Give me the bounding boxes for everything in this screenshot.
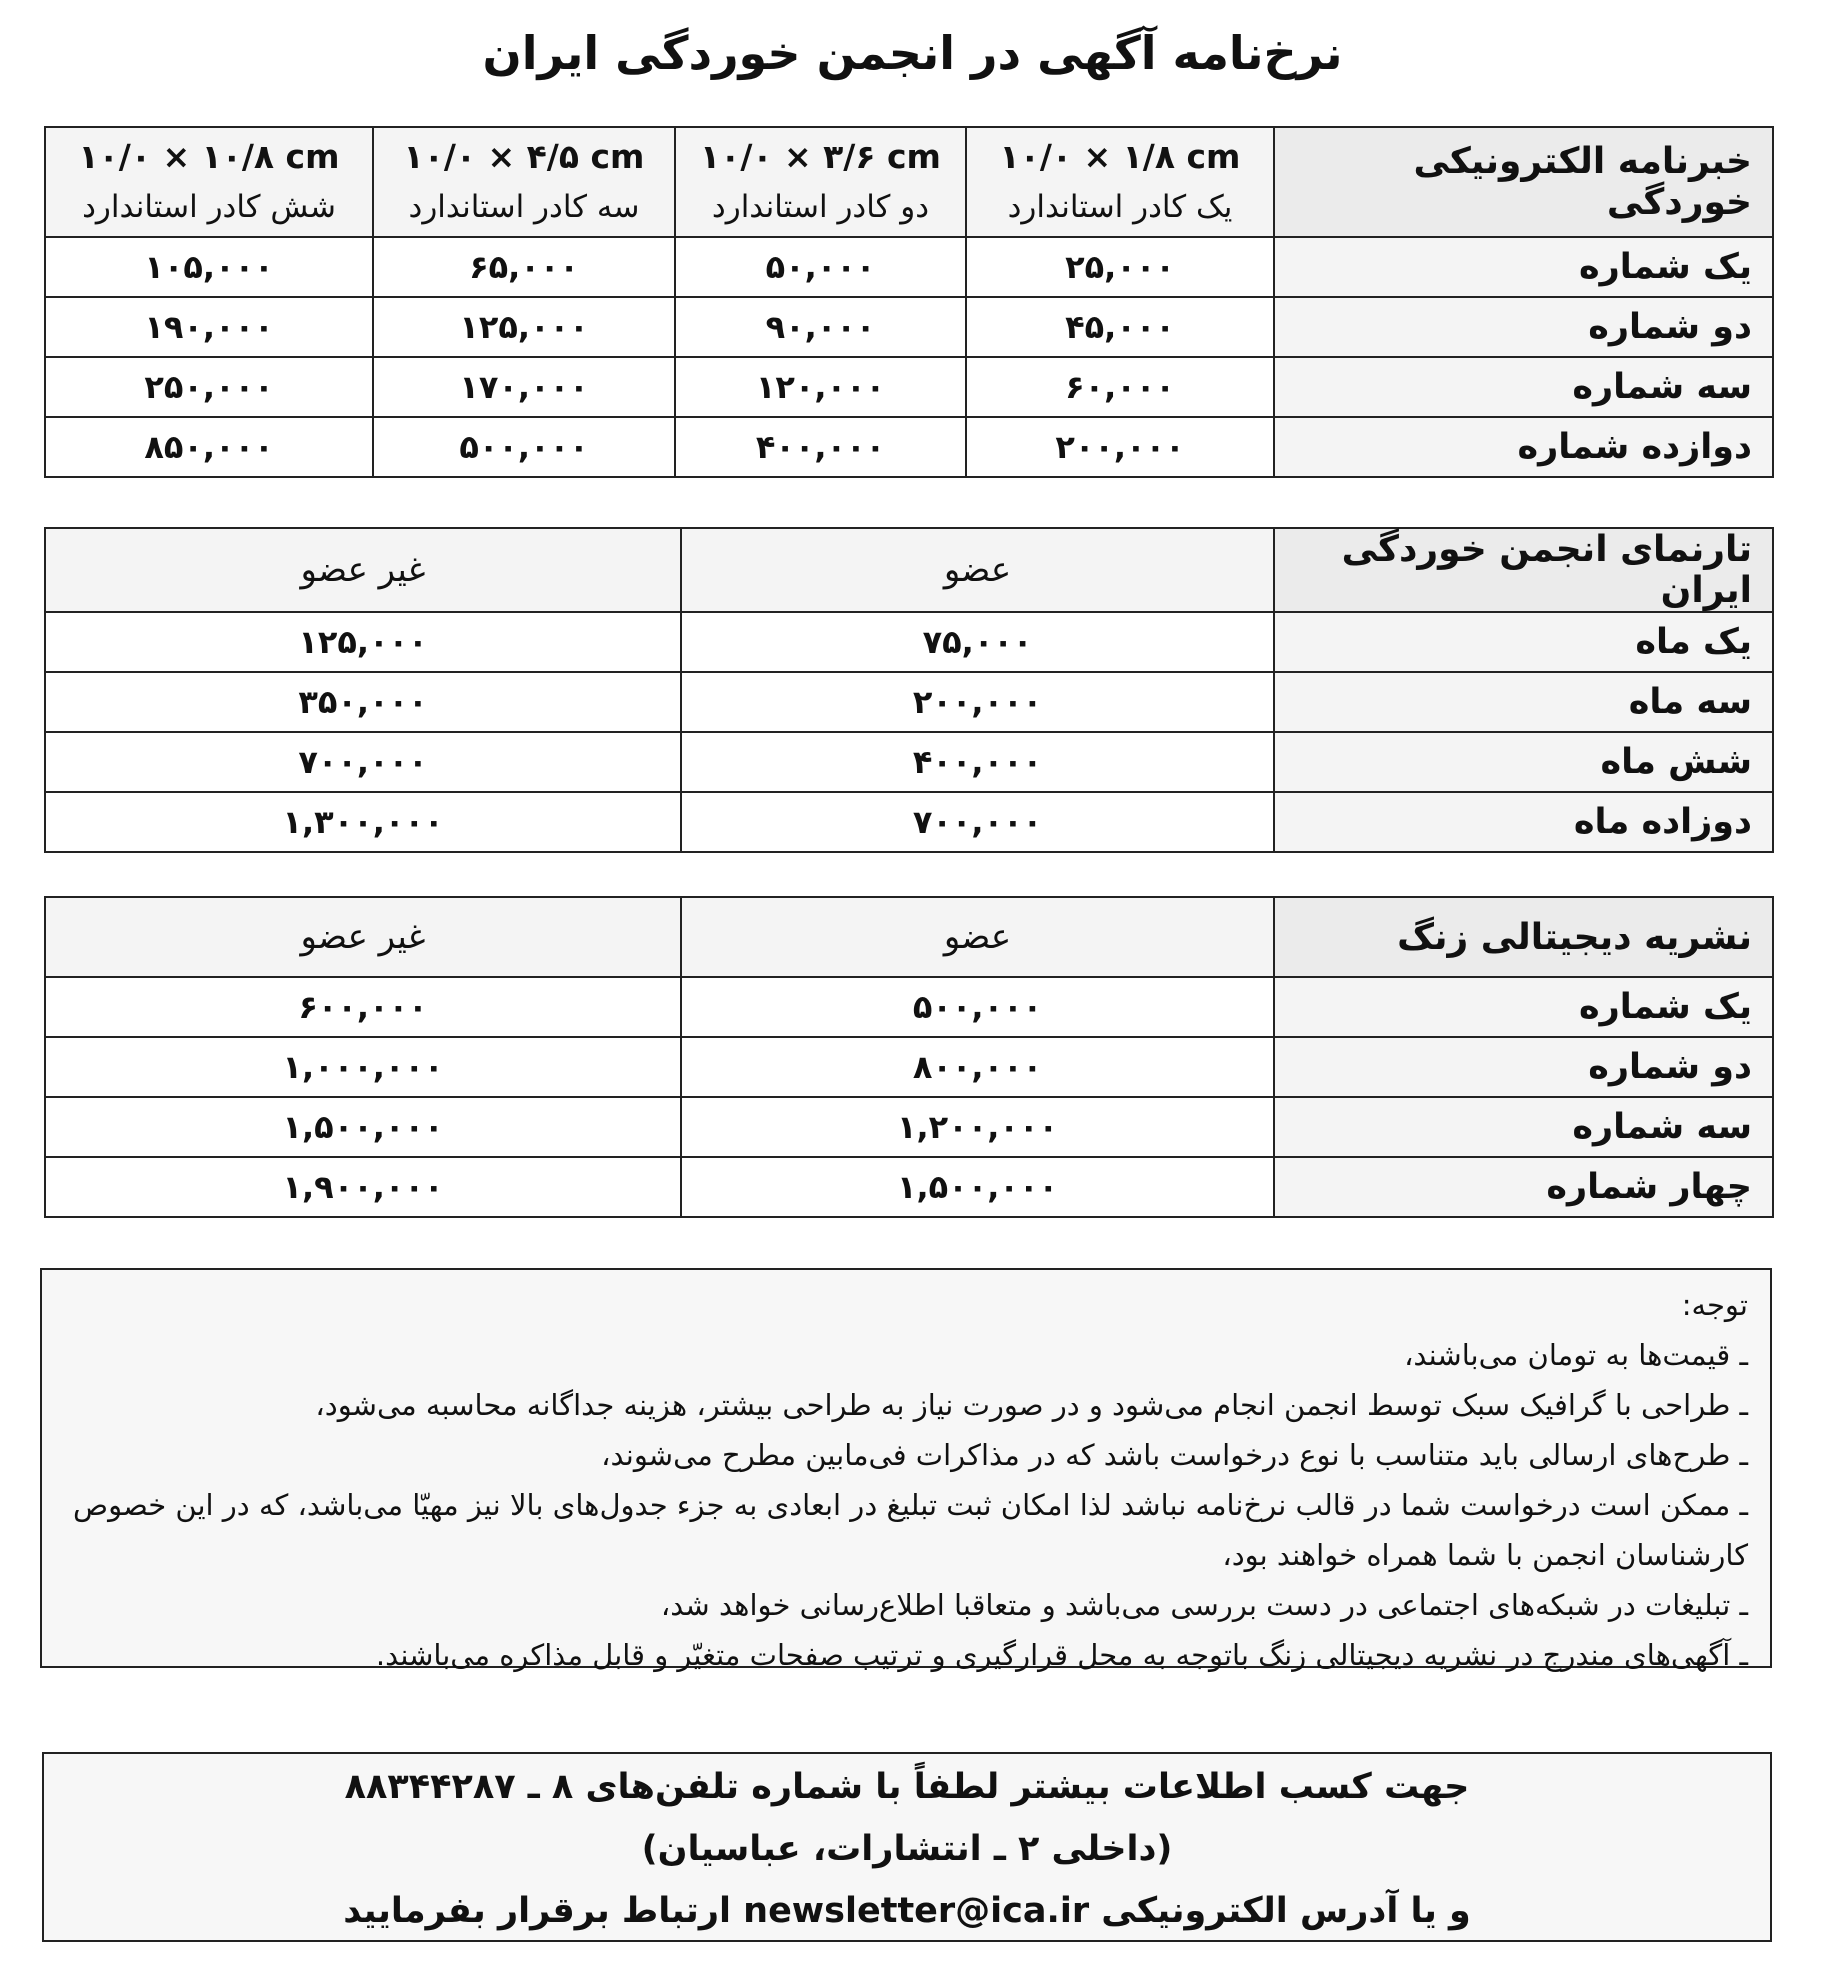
table-row	[45, 1037, 1773, 1097]
contact-box	[42, 1752, 1772, 1942]
zang-header-row	[45, 897, 1773, 977]
price-cell: ۱,۳۰۰,۰۰۰	[45, 792, 681, 852]
price-cell: ۳۵۰,۰۰۰	[45, 672, 681, 732]
table-row	[45, 1157, 1773, 1217]
column-header	[966, 127, 1274, 237]
zang-rate-table	[44, 896, 1774, 1218]
price-cell: ۶۵,۰۰۰	[373, 237, 675, 297]
price-cell: ۱۲۰,۰۰۰	[675, 357, 966, 417]
note-item: ـ ممکن است درخواست شما در قالب نرخ‌نامه نباشد لذا امکان ثبت تبلیغ در ابعادی به جزء جدول‌های بالا نیز مهیّا می‌باشد، که در این خصوص کارشناسان انجمن با شما همراه خواهند بود،	[73, 1488, 1748, 1572]
row-label: سه شماره	[1274, 357, 1773, 417]
note-item: ـ قیمت‌ها به تومان می‌باشند،	[1404, 1338, 1748, 1372]
row-label: سه شماره	[1274, 1097, 1773, 1157]
price-cell: ۵۰,۰۰۰	[675, 237, 966, 297]
newsletter-header-row	[45, 127, 1773, 237]
price-cell: ۸۰۰,۰۰۰	[681, 1037, 1274, 1097]
price-cell: ۵۰۰,۰۰۰	[373, 417, 675, 477]
price-cell: ۲۵,۰۰۰	[966, 237, 1274, 297]
note-item: ـ آگهی‌های مندرج در نشریه دیجیتالی زنگ باتوجه به محل قرارگیری و ترتیب صفحات متغیّر و قابل مذاکره می‌باشند.	[375, 1638, 1748, 1672]
table-row	[45, 1097, 1773, 1157]
price-cell: ۱,۲۰۰,۰۰۰	[681, 1097, 1274, 1157]
column-dimension: ۱۰/۰ × ۱۰/۸ cm	[78, 137, 340, 176]
price-cell: ۷۰۰,۰۰۰	[681, 792, 1274, 852]
price-cell: ۱,۵۰۰,۰۰۰	[681, 1157, 1274, 1217]
notes-title: توجه:	[1681, 1288, 1748, 1322]
note-item: ـ طراحی با گرافیک سبک توسط انجمن انجام می‌شود و در صورت نیاز به طراحی بیشتر، هزینه جداگانه محاسبه می‌شود،	[315, 1388, 1748, 1422]
price-cell: ۴۰۰,۰۰۰	[681, 732, 1274, 792]
column-dimension: ۱۰/۰ × ۴/۵ cm	[403, 137, 645, 176]
column-header-member: عضو	[681, 528, 1274, 612]
column-header	[675, 127, 966, 237]
column-frame-label: یک کادر استاندارد	[1007, 189, 1233, 225]
row-label: شش ماه	[1274, 732, 1773, 792]
price-cell: ۴۰۰,۰۰۰	[675, 417, 966, 477]
table-row	[45, 977, 1773, 1037]
column-header-non-member: غیر عضو	[45, 528, 681, 612]
note-item: ـ طرح‌های ارسالی باید متناسب با نوع درخواست باشد که در مذاکرات فی‌مابین مطرح می‌شوند،	[601, 1438, 1748, 1472]
newsletter-table-heading: خبرنامه الکترونیکی خوردگی	[1274, 127, 1773, 237]
price-cell: ۱,۰۰۰,۰۰۰	[45, 1037, 681, 1097]
contact-email-line: و یا آدرس الکترونیکی newsletter@ica.ir ارتباط برقرار بفرمایید	[343, 1891, 1471, 1931]
price-cell: ۵۰۰,۰۰۰	[681, 977, 1274, 1037]
row-label: چهار شماره	[1274, 1157, 1773, 1217]
price-cell: ۲۵۰,۰۰۰	[45, 357, 373, 417]
price-cell: ۷۰۰,۰۰۰	[45, 732, 681, 792]
contact-extension-line: (داخلی ۲ ـ انتشارات، عباسیان)	[641, 1829, 1173, 1869]
column-header-non-member: غیر عضو	[45, 897, 681, 977]
table-row	[45, 612, 1773, 672]
price-cell: ۱۲۵,۰۰۰	[45, 612, 681, 672]
note-item: ـ تبلیغات در شبکه‌های اجتماعی در دست بررسی می‌باشد و متعاقبا اطلاع‌رسانی خواهد شد،	[660, 1588, 1748, 1622]
website-header-row	[45, 528, 1773, 612]
price-cell: ۱۰۵,۰۰۰	[45, 237, 373, 297]
price-cell: ۶۰۰,۰۰۰	[45, 977, 681, 1037]
table-row	[45, 732, 1773, 792]
row-label: یک شماره	[1274, 977, 1773, 1037]
column-frame-label: سه کادر استاندارد	[408, 189, 640, 225]
column-dimension: ۱۰/۰ × ۳/۶ cm	[700, 137, 941, 176]
table-row	[45, 672, 1773, 732]
row-label: یک شماره	[1274, 237, 1773, 297]
row-label: دوازده شماره	[1274, 417, 1773, 477]
price-cell: ۱۹۰,۰۰۰	[45, 297, 373, 357]
notes-box	[40, 1268, 1772, 1672]
table-row	[45, 237, 1773, 297]
price-cell: ۱۲۵,۰۰۰	[373, 297, 675, 357]
column-header	[45, 127, 373, 237]
column-frame-label: شش کادر استاندارد	[82, 189, 336, 225]
table-row	[45, 297, 1773, 357]
price-cell: ۲۰۰,۰۰۰	[681, 672, 1274, 732]
row-label: دو شماره	[1274, 1037, 1773, 1097]
row-label: سه ماه	[1274, 672, 1773, 732]
table-row	[45, 357, 1773, 417]
price-cell: ۱,۹۰۰,۰۰۰	[45, 1157, 681, 1217]
price-cell: ۷۵,۰۰۰	[681, 612, 1274, 672]
price-cell: ۱,۵۰۰,۰۰۰	[45, 1097, 681, 1157]
column-header-member: عضو	[681, 897, 1274, 977]
table-row	[45, 417, 1773, 477]
zang-table-heading: نشریه دیجیتالی زنگ	[1274, 897, 1773, 977]
price-cell: ۴۵,۰۰۰	[966, 297, 1274, 357]
price-cell: ۹۰,۰۰۰	[675, 297, 966, 357]
row-label: دوزاده ماه	[1274, 792, 1773, 852]
column-dimension: ۱۰/۰ × ۱/۸ cm	[999, 137, 1241, 176]
website-rate-table	[44, 527, 1774, 853]
table-row	[45, 792, 1773, 852]
newsletter-rate-table	[44, 126, 1774, 478]
price-cell: ۶۰,۰۰۰	[966, 357, 1274, 417]
website-table-heading: تارنمای انجمن خوردگی ایران	[1274, 528, 1773, 612]
contact-phone-line: جهت کسب اطلاعات بیشتر لطفاً با شماره تلفن‌های ۸ ـ ۸۸۳۴۴۲۸۷	[344, 1767, 1470, 1807]
column-header	[373, 127, 675, 237]
column-frame-label: دو کادر استاندارد	[711, 189, 930, 225]
price-cell: ۸۵۰,۰۰۰	[45, 417, 373, 477]
page-title: نرخ‌نامه آگهی در انجمن خوردگی ایران	[482, 26, 1343, 80]
row-label: یک ماه	[1274, 612, 1773, 672]
price-cell: ۲۰۰,۰۰۰	[966, 417, 1274, 477]
price-cell: ۱۷۰,۰۰۰	[373, 357, 675, 417]
row-label: دو شماره	[1274, 297, 1773, 357]
